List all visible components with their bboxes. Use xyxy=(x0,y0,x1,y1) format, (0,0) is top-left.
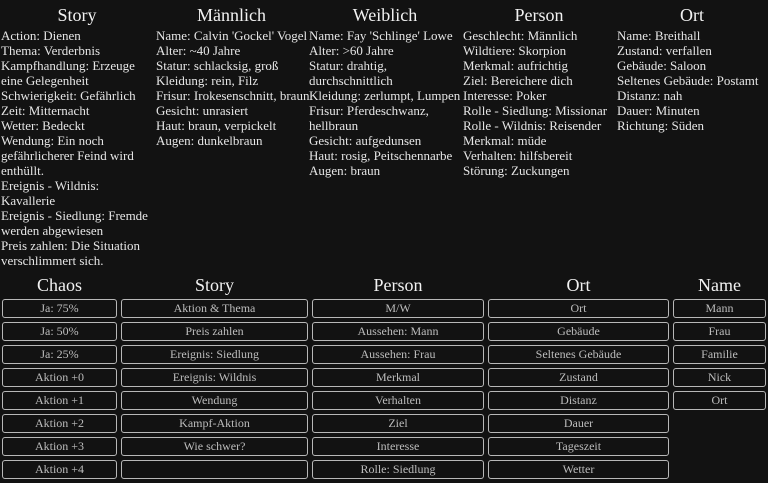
female-panel-title: Weiblich xyxy=(352,5,418,25)
male-line-alter: Alter: ~40 Jahre xyxy=(156,43,241,58)
story-wendung-button[interactable]: Wendung xyxy=(121,391,308,410)
female-line-alter: Alter: >60 Jahre xyxy=(309,43,394,58)
name-column-title: Name xyxy=(698,275,741,295)
ort-seltenes-gebaeude-button[interactable]: Seltenes Gebäude xyxy=(488,345,669,364)
person-line-wildtiere: Wildtiere: Skorpion xyxy=(463,43,567,58)
name-frau-button[interactable]: Frau xyxy=(673,322,766,341)
story-line-wetter: Wetter: Bedeckt xyxy=(1,118,85,133)
name-nick-button[interactable]: Nick xyxy=(673,368,766,387)
ort-result-panel xyxy=(616,0,768,133)
story-extra-button[interactable] xyxy=(121,460,308,479)
chaos-ja-50-button[interactable]: Ja: 50% xyxy=(2,322,117,341)
story-ereignis-siedlung-button[interactable]: Ereignis: Siedlung xyxy=(121,345,308,364)
person-aussehen-mann-button[interactable]: Aussehen: Mann xyxy=(312,322,484,341)
ort-dauer-button[interactable]: Dauer xyxy=(488,414,669,433)
ort-zustand-button[interactable]: Zustand xyxy=(488,368,669,387)
person-column-title: Person xyxy=(373,275,423,295)
ort-tageszeit-button[interactable]: Tageszeit xyxy=(488,437,669,456)
person-verhalten-button[interactable]: Verhalten xyxy=(312,391,484,410)
male-line-augen: Augen: dunkelbraun xyxy=(156,133,263,148)
female-line-haut: Haut: rosig, Peitschennarbe xyxy=(309,148,453,163)
person-line-geschlecht: Geschlecht: Männlich xyxy=(463,28,578,43)
story-aktion-thema-button[interactable]: Aktion & Thema xyxy=(121,299,308,318)
chaos-column-title: Chaos xyxy=(37,275,82,295)
female-line-kleidung: Kleidung: zerlumpt, Lumpen xyxy=(309,88,461,103)
story-wie-schwer-button[interactable]: Wie schwer? xyxy=(121,437,308,456)
female-result-panel xyxy=(308,0,462,178)
ort-line-zustand: Zustand: verfallen xyxy=(617,43,712,58)
ort-wetter-button[interactable]: Wetter xyxy=(488,460,669,479)
male-line-haut: Haut: braun, verpickelt xyxy=(156,118,277,133)
male-line-statur: Statur: schlacksig, groß xyxy=(156,58,279,73)
story-column-title: Story xyxy=(194,275,234,295)
story-line-kampfhandlung: Kampfhandlung: Erzeuge eine Gelegenheit xyxy=(1,58,135,88)
person-merkmal-button[interactable]: Merkmal xyxy=(312,368,484,387)
ort-line-name: Name: Breithall xyxy=(617,28,701,43)
person-line-stoerung: Störung: Zuckungen xyxy=(463,163,570,178)
male-panel-title: Männlich xyxy=(197,5,266,25)
ort-line-distanz: Distanz: nah xyxy=(617,88,683,103)
person-ziel-button[interactable]: Ziel xyxy=(312,414,484,433)
male-line-gesicht: Gesicht: unrasiert xyxy=(156,103,249,118)
story-line-wendung: Wendung: Ein noch gefährlicherer Feind wird enthüllt. xyxy=(1,133,134,178)
ort-panel-title: Ort xyxy=(680,5,704,25)
female-line-frisur: Frisur: Pferdeschwanz, hellbraun xyxy=(309,103,429,133)
person-interesse-button[interactable]: Interesse xyxy=(312,437,484,456)
person-line-ziel: Ziel: Bereichere dich xyxy=(463,73,573,88)
story-button-column xyxy=(121,271,308,483)
person-panel-title: Person xyxy=(514,5,564,25)
person-line-verhalten: Verhalten: hilfsbereit xyxy=(463,148,573,163)
story-line-ereignis-wildnis: Ereignis - Wildnis: Kavallerie xyxy=(1,178,100,208)
female-line-gesicht: Gesicht: aufgedunsen xyxy=(309,133,422,148)
chaos-aktion-3-button[interactable]: Aktion +3 xyxy=(2,437,117,456)
name-button-column xyxy=(673,271,766,414)
female-line-statur: Statur: drahtig, durchschnittlich xyxy=(309,58,393,88)
name-familie-button[interactable]: Familie xyxy=(673,345,766,364)
chaos-button-column xyxy=(2,271,117,483)
female-line-name: Name: Fay 'Schlinge' Lowe xyxy=(309,28,453,43)
chaos-aktion-2-button[interactable]: Aktion +2 xyxy=(2,414,117,433)
chaos-ja-75-button[interactable]: Ja: 75% xyxy=(2,299,117,318)
chaos-aktion-4-button[interactable]: Aktion +4 xyxy=(2,460,117,479)
name-mann-button[interactable]: Mann xyxy=(673,299,766,318)
male-line-name: Name: Calvin 'Gockel' Vogel xyxy=(156,28,308,43)
person-result-panel xyxy=(462,0,616,178)
story-line-thema: Thema: Verderbnis xyxy=(1,43,101,58)
female-line-augen: Augen: braun xyxy=(309,163,381,178)
story-line-preis-zahlen: Preis zahlen: Die Situation verschlimmert sich. xyxy=(1,238,141,268)
story-preis-zahlen-button[interactable]: Preis zahlen xyxy=(121,322,308,341)
male-line-frisur: Frisur: Irokesenschnitt, braun xyxy=(156,88,310,103)
person-line-merkmal-2: Merkmal: müde xyxy=(463,133,547,148)
story-kampf-aktion-button[interactable]: Kampf-Aktion xyxy=(121,414,308,433)
person-rolle-siedlung-button[interactable]: Rolle: Siedlung xyxy=(312,460,484,479)
story-line-ereignis-siedlung: Ereignis - Siedlung: Fremde werden abgewiesen xyxy=(1,208,148,238)
ort-column-title: Ort xyxy=(566,275,591,295)
chaos-ja-25-button[interactable]: Ja: 25% xyxy=(2,345,117,364)
person-button-column xyxy=(312,271,484,483)
person-line-interesse: Interesse: Poker xyxy=(463,88,547,103)
chaos-aktion-0-button[interactable]: Aktion +0 xyxy=(2,368,117,387)
person-line-rolle-siedlung: Rolle - Siedlung: Missionar xyxy=(463,103,608,118)
story-result-panel xyxy=(0,0,154,268)
ort-button-column xyxy=(488,271,669,483)
male-line-kleidung: Kleidung: rein, Filz xyxy=(156,73,259,88)
ort-gebaeude-button[interactable]: Gebäude xyxy=(488,322,669,341)
ort-line-seltenes-gebaeude: Seltenes Gebäude: Postamt xyxy=(617,73,759,88)
story-ereignis-wildnis-button[interactable]: Ereignis: Wildnis xyxy=(121,368,308,387)
person-line-rolle-wildnis: Rolle - Wildnis: Reisender xyxy=(463,118,602,133)
name-ort-button[interactable]: Ort xyxy=(673,391,766,410)
story-line-zeit: Zeit: Mitternacht xyxy=(1,103,90,118)
story-line-action: Action: Dienen xyxy=(1,28,81,43)
story-line-schwierigkeit: Schwierigkeit: Gefährlich xyxy=(1,88,136,103)
ort-ort-button[interactable]: Ort xyxy=(488,299,669,318)
person-mw-button[interactable]: M/W xyxy=(312,299,484,318)
chaos-aktion-1-button[interactable]: Aktion +1 xyxy=(2,391,117,410)
ort-line-richtung: Richtung: Süden xyxy=(617,118,705,133)
ort-line-dauer: Dauer: Minuten xyxy=(617,103,700,118)
person-line-merkmal: Merkmal: aufrichtig xyxy=(463,58,569,73)
ort-distanz-button[interactable]: Distanz xyxy=(488,391,669,410)
ort-line-gebaeude: Gebäude: Saloon xyxy=(617,58,707,73)
story-panel-title: Story xyxy=(57,5,97,25)
person-aussehen-frau-button[interactable]: Aussehen: Frau xyxy=(312,345,484,364)
male-result-panel xyxy=(155,0,308,148)
